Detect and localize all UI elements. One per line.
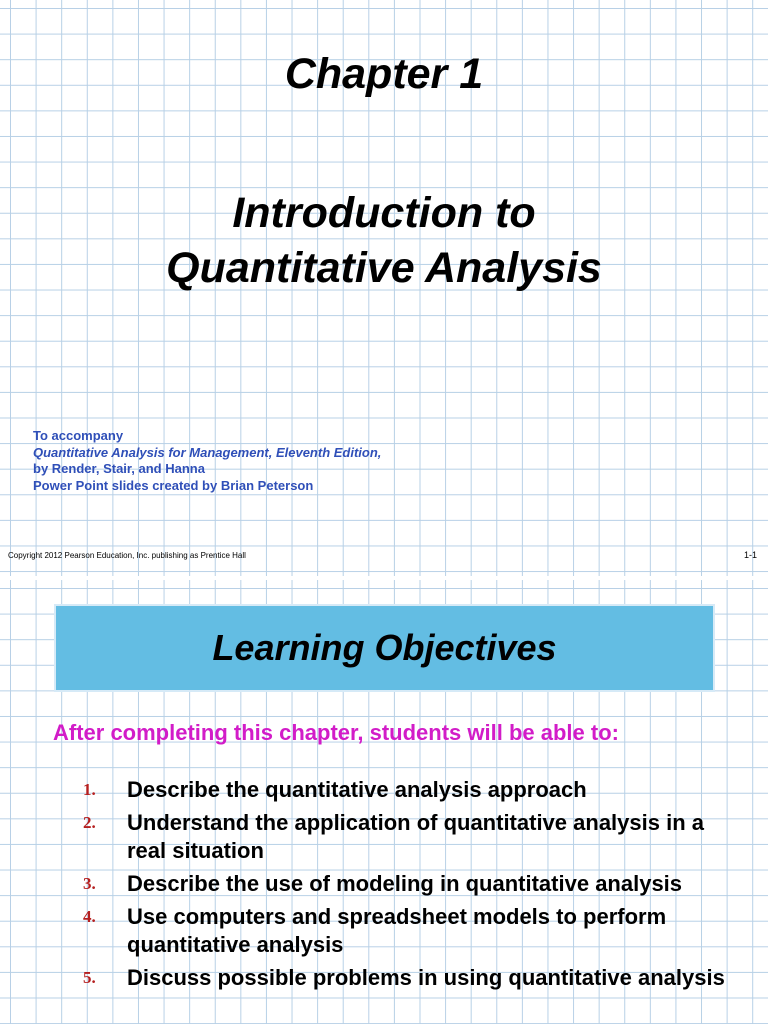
objective-number: 1. — [83, 780, 96, 799]
slide-number: 1-1 — [744, 550, 758, 560]
objective-text: Describe the quantitative analysis approach — [127, 777, 587, 802]
objective-item — [0, 809, 768, 865]
objective-item — [0, 964, 768, 992]
objective-item — [0, 903, 768, 959]
objective-text: Discuss possible problems in using quantitative analysis — [127, 965, 725, 990]
copyright-text: Copyright 2012 Pearson Education, Inc. publishing as Prentice Hall — [8, 551, 246, 560]
slide-title — [0, 186, 768, 296]
objective-number: 2. — [83, 813, 96, 832]
objective-item — [0, 776, 768, 804]
objective-text: Understand the application of quantitative analysis in a real situation — [127, 810, 704, 863]
accompany-line-2: Quantitative Analysis for Management, Eleventh Edition, — [33, 444, 382, 460]
objective-number: 5. — [83, 968, 96, 987]
heading-box — [54, 604, 715, 692]
chapter-title: Chapter 1 — [284, 50, 484, 98]
heading-text: Learning Objectives — [212, 627, 557, 668]
title-line-1: Introduction to — [232, 189, 536, 237]
objective-item — [0, 870, 768, 898]
accompany-text — [33, 428, 381, 494]
objective-text: Use computers and spreadsheet models to perform quantitative analysis — [127, 904, 667, 957]
objective-text: Describe the use of modeling in quantitative analysis — [127, 871, 683, 896]
objective-number: 4. — [83, 907, 96, 926]
slide-2 — [0, 580, 768, 1024]
objective-number: 3. — [83, 874, 96, 893]
accompany-line-3: by Render, Stair, and Hanna — [33, 461, 205, 476]
title-line-2: Quantitative Analysis — [166, 244, 602, 292]
accompany-line-1: To accompany — [33, 428, 124, 443]
intro-text: After completing this chapter, students will be able to: — [53, 720, 619, 745]
accompany-line-4: Power Point slides created by Brian Peterson — [33, 477, 314, 493]
objectives-list — [0, 776, 768, 997]
